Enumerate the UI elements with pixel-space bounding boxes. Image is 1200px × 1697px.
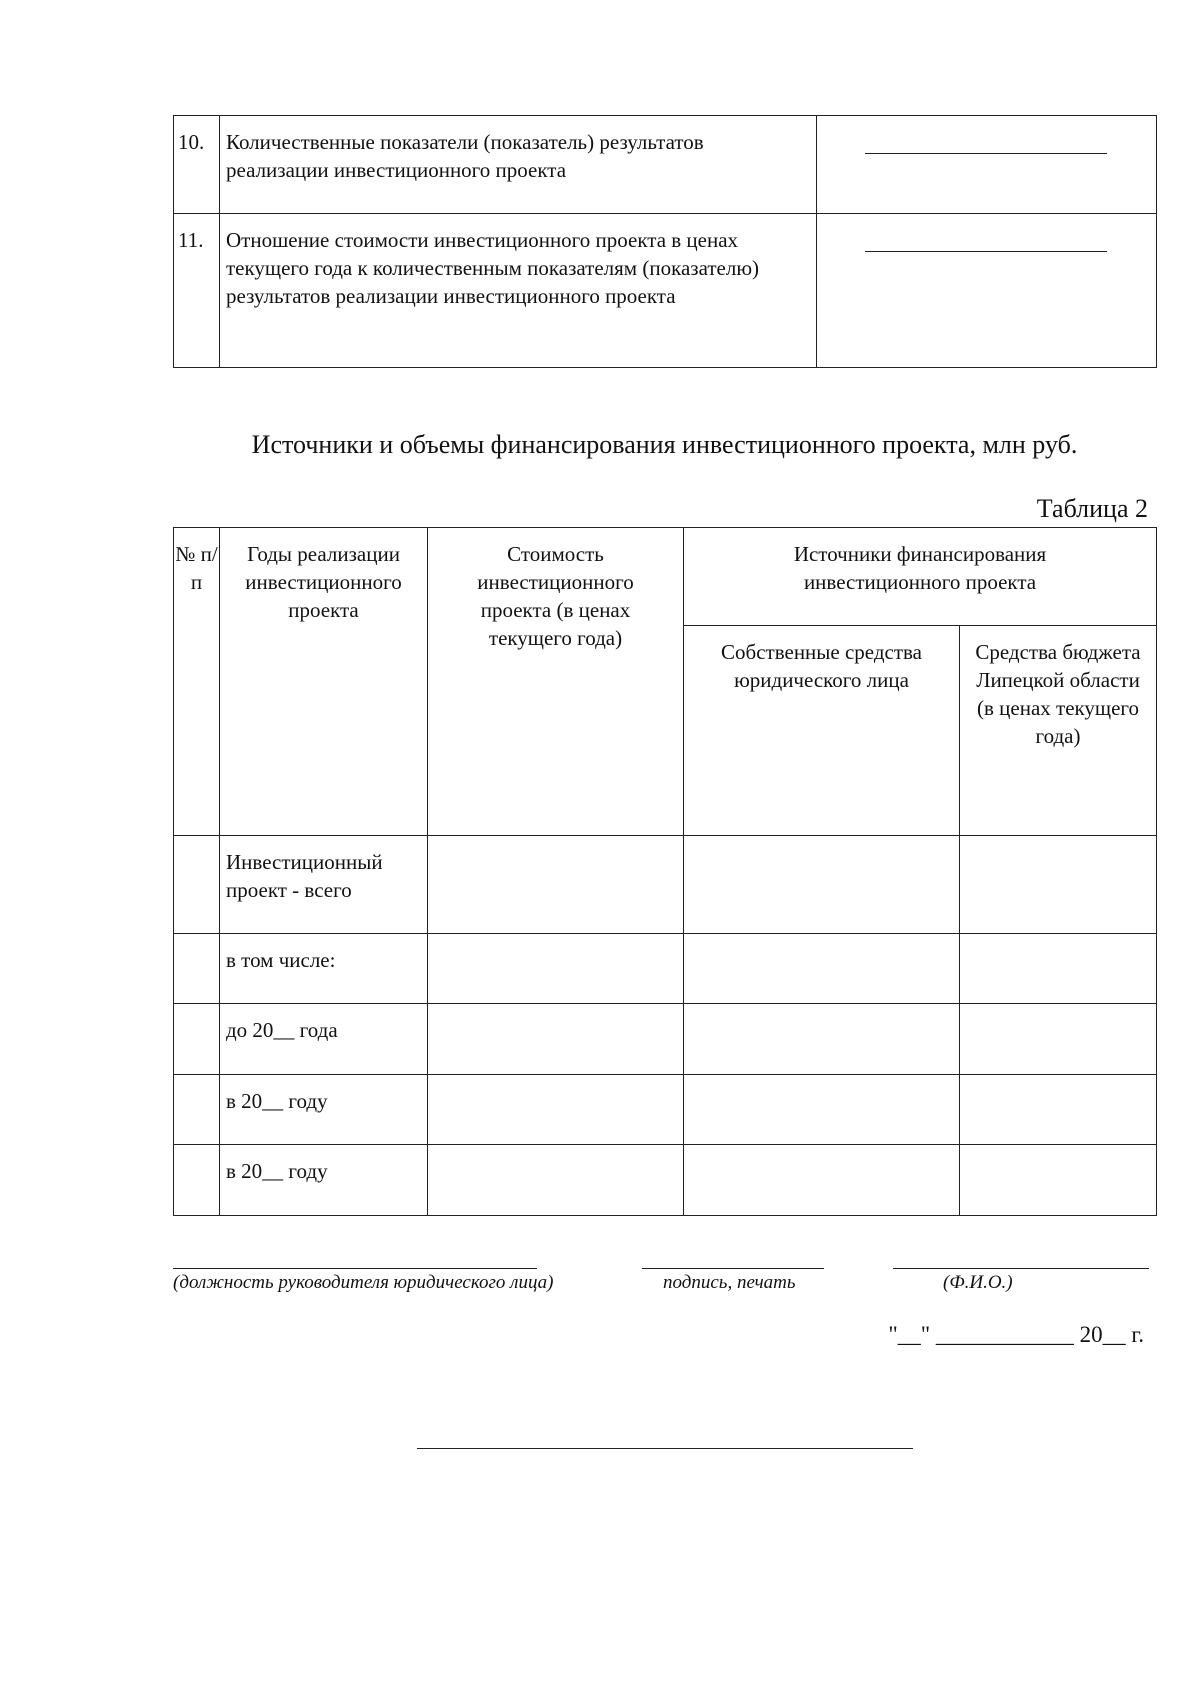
header-years: Годы реализации инвестиционного проекта <box>220 528 428 836</box>
signature-line <box>642 1268 824 1269</box>
table-row <box>174 116 1157 214</box>
signature-label: подпись, печать <box>663 1272 796 1293</box>
value-cell <box>817 214 1157 368</box>
header-row <box>174 528 1157 626</box>
position-label: (должность руководителя юридического лица) <box>173 1272 554 1293</box>
indicators-table <box>173 115 1157 368</box>
date-field: "__" ____________ 20__ г. <box>888 1322 1144 1347</box>
table-row <box>174 1004 1157 1075</box>
row-label: в 20__ году <box>220 1145 428 1216</box>
header-budget-funds: Средства бюджета Липецкой области (в ценах текущего года) <box>960 626 1157 836</box>
table-row <box>174 1075 1157 1145</box>
row-text: Отношение стоимости инвестиционного проекта в ценах текущего года к количественным показателям (показателю) результатов реализации инвестиционного проекта <box>220 214 817 368</box>
blank-line <box>865 251 1107 252</box>
table-caption: Таблица 2 <box>1036 494 1148 523</box>
row-label: в том числе: <box>220 934 428 1004</box>
row-label: до 20__ года <box>220 1004 428 1075</box>
header-num: № п/п <box>174 528 220 836</box>
header-sources: Источники финансирования инвестиционного проекта <box>684 528 1157 626</box>
table-row <box>174 836 1157 934</box>
table-row <box>174 1145 1157 1216</box>
financing-table <box>173 527 1157 1216</box>
header-own-funds: Собственные средства юридического лица <box>684 626 960 836</box>
closing-divider <box>417 1448 913 1449</box>
row-text: Количественные показатели (показатель) результатов реализации инвестиционного проекта <box>220 116 817 214</box>
header-cost: Стоимость инвестиционного проекта (в ценах текущего года) <box>428 528 684 836</box>
value-cell <box>817 116 1157 214</box>
table-row <box>174 214 1157 368</box>
row-label: Инвестиционный проект - всего <box>220 836 428 934</box>
name-line <box>893 1268 1149 1269</box>
blank-line <box>865 153 1107 154</box>
section-title: Источники и объемы финансирования инвестиционного проекта, млн руб. <box>251 430 1078 459</box>
position-line <box>173 1268 537 1269</box>
row-number: 11. <box>174 214 220 368</box>
name-label: (Ф.И.О.) <box>943 1272 1013 1293</box>
row-label: в 20__ году <box>220 1075 428 1145</box>
table-row <box>174 934 1157 1004</box>
row-number: 10. <box>174 116 220 214</box>
